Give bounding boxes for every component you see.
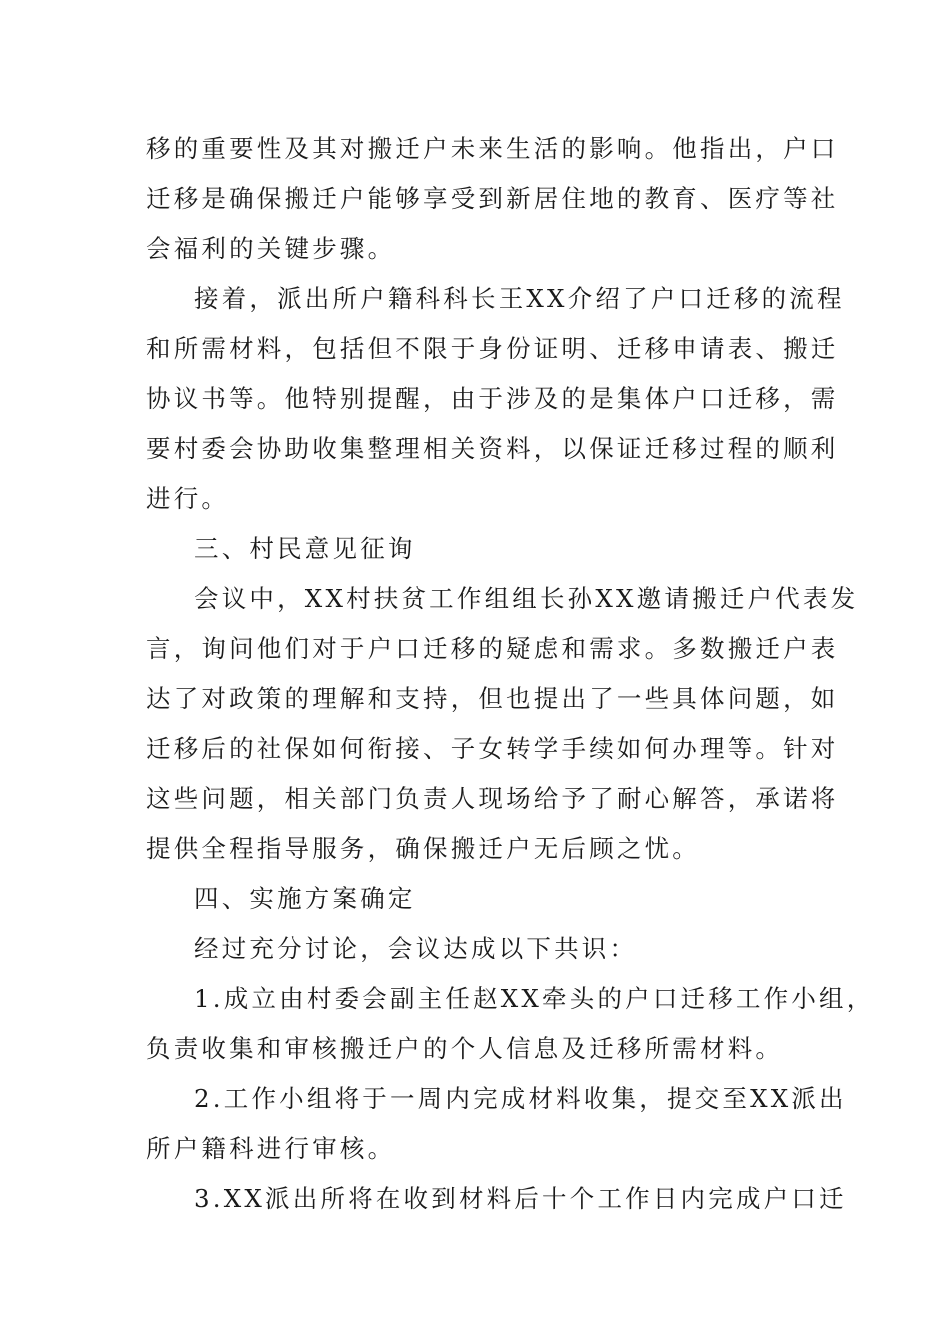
text-line: 会福利的关键步骤。 <box>146 234 396 263</box>
list-item: 3.XX派出所将在收到材料后十个工作日内完成户口迁 <box>194 1184 847 1213</box>
paragraph-start: 会议中，XX村扶贫工作组组长孙XX邀请搬迁户代表发 <box>194 584 859 613</box>
text-line: 迁移是确保搬迁户能够享受到新居住地的教育、医疗等社 <box>146 184 839 213</box>
paragraph-start: 经过充分讨论，会议达成以下共识： <box>194 934 638 963</box>
text-line: 负责收集和审核搬迁户的个人信息及迁移所需材料。 <box>146 1034 784 1063</box>
text-line: 协议书等。他特别提醒，由于涉及的是集体户口迁移，需 <box>146 384 839 413</box>
list-item: 1.成立由村委会副主任赵XX牵头的户口迁移工作小组， <box>194 984 875 1013</box>
paragraph-start: 接着，派出所户籍科科长王XX介绍了户口迁移的流程 <box>194 284 845 313</box>
text-line: 和所需材料，包括但不限于身份证明、迁移申请表、搬迁 <box>146 334 839 363</box>
list-item: 2.工作小组将于一周内完成材料收集，提交至XX派出 <box>194 1084 847 1113</box>
text-line: 言，询问他们对于户口迁移的疑虑和需求。多数搬迁户表 <box>146 634 839 663</box>
text-line: 所户籍科进行审核。 <box>146 1134 396 1163</box>
text-line: 提供全程指导服务，确保搬迁户无后顾之忧。 <box>146 834 700 863</box>
text-line: 达了对政策的理解和支持，但也提出了一些具体问题，如 <box>146 684 839 713</box>
section-heading: 三、村民意见征询 <box>194 534 416 563</box>
text-line: 移的重要性及其对搬迁户未来生活的影响。他指出，户口 <box>146 134 839 163</box>
text-line: 要村委会协助收集整理相关资料，以保证迁移过程的顺利 <box>146 434 839 463</box>
section-heading: 四、实施方案确定 <box>194 884 416 913</box>
text-line: 这些问题，相关部门负责人现场给予了耐心解答，承诺将 <box>146 784 839 813</box>
text-line: 进行。 <box>146 484 230 513</box>
text-line: 迁移后的社保如何衔接、子女转学手续如何办理等。针对 <box>146 734 839 763</box>
